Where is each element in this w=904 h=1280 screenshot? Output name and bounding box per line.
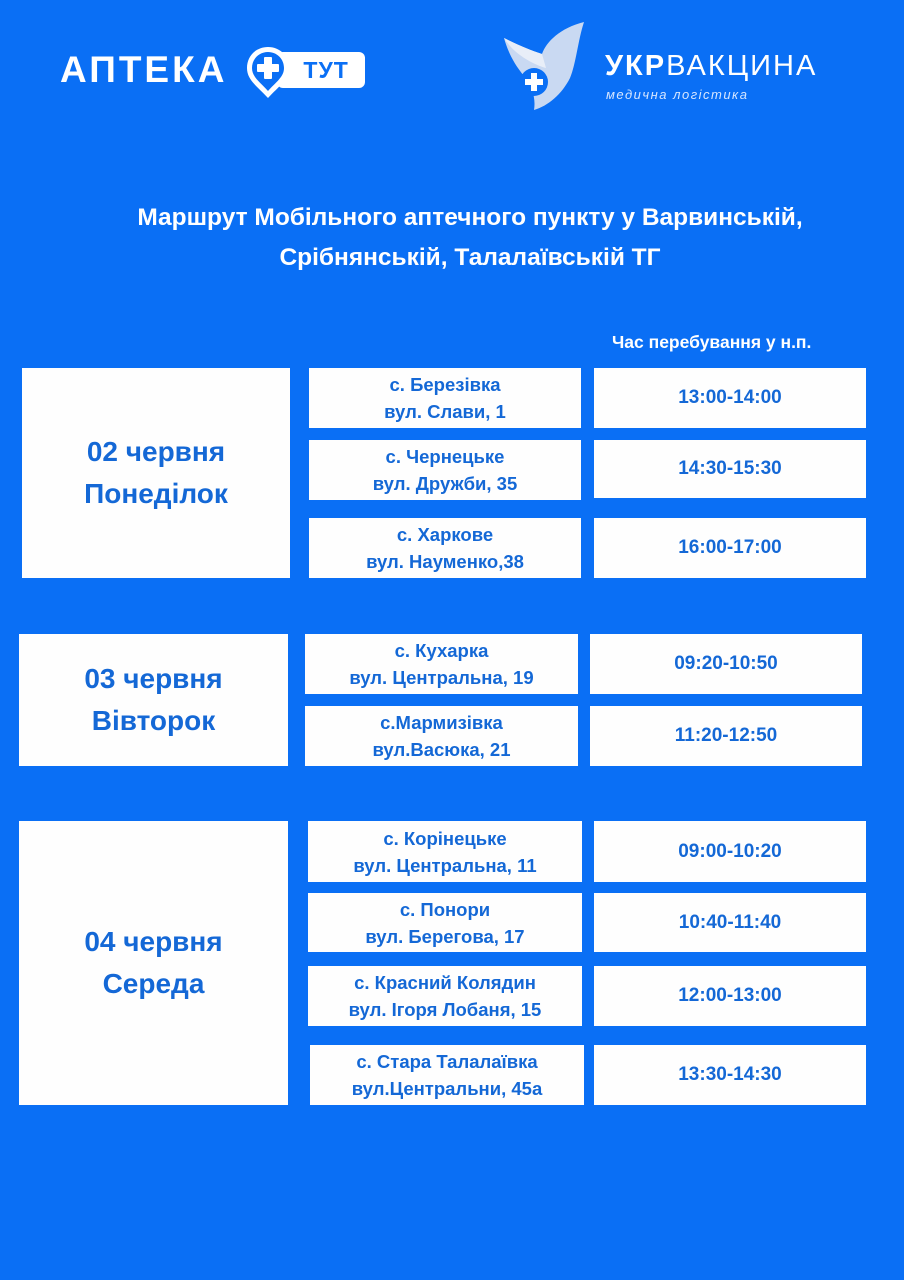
street-address: вул. Ігоря Лобаня, 15 [348, 999, 542, 1020]
village-name: с. Понори [399, 898, 491, 920]
day-card-3 [19, 821, 288, 1105]
location-cell [305, 706, 578, 766]
street-address: вул. Науменко,38 [366, 551, 524, 572]
time-column-header: Час перебування у н.п. [612, 332, 812, 352]
ukrvakcyna-subtitle: медична логістика [606, 87, 749, 102]
time-cell [594, 966, 866, 1026]
time-range: 14:30-15:30 [678, 458, 782, 479]
street-address: вул. Центральна, 19 [349, 667, 534, 688]
day-card-1 [22, 368, 290, 578]
vakcyna-text: ВАКЦИНА [666, 50, 818, 82]
village-name: с. Чернецьке [385, 446, 505, 467]
village-name: с. Красний Колядин [354, 972, 536, 993]
time-range: 16:00-17:00 [678, 537, 782, 558]
cross-pin-icon [245, 47, 291, 93]
dove-cross-icon [500, 20, 590, 112]
time-cell [594, 821, 866, 882]
street-address: вул. Дружби, 35 [372, 473, 518, 494]
day-card-2 [19, 634, 288, 766]
title-line-1: Маршрут Мобільного аптечного пункту у Варвинській, [137, 204, 803, 231]
location-cell [309, 368, 581, 428]
day-weekday: Понеділок [84, 478, 228, 509]
apteka-logo-text: АПТЕКА [60, 49, 228, 90]
time-cell [594, 1045, 866, 1105]
day-weekday: Середа [102, 968, 205, 999]
apteka-tut-logo [60, 48, 365, 92]
time-range: 13:00-14:00 [678, 387, 782, 408]
time-range: 09:00-10:20 [678, 840, 782, 862]
time-cell [594, 368, 866, 428]
street-address: вул. Слави, 1 [384, 401, 506, 422]
village-name: с. Харкове [396, 524, 494, 545]
day-weekday: Вівторок [91, 705, 216, 736]
time-range: 11:20-12:50 [674, 725, 778, 746]
street-address: вул.Васюка, 21 [372, 739, 511, 760]
time-range: 09:20-10:50 [674, 653, 778, 674]
time-range: 13:30-14:30 [678, 1064, 782, 1085]
title-line-2: Срібнянській, Талалаївській ТГ [279, 244, 661, 271]
time-range: 10:40-11:40 [678, 911, 782, 933]
location-cell [308, 821, 582, 882]
time-range: 12:00-13:00 [678, 985, 782, 1006]
village-name: с. Березівка [389, 374, 501, 395]
location-cell [309, 518, 581, 578]
time-cell [590, 706, 862, 766]
day-date: 04 червня [84, 926, 223, 957]
ukrvakcyna-logo-text [605, 50, 817, 83]
page-title [40, 198, 900, 278]
time-cell [594, 518, 866, 578]
village-name: с. Корінецьке [383, 827, 507, 849]
street-address: вул. Берегова, 17 [365, 925, 525, 947]
time-cell [590, 634, 862, 694]
time-cell [594, 893, 866, 952]
location-cell [308, 893, 582, 952]
tut-badge: ТУТ [277, 52, 364, 88]
time-cell [594, 440, 866, 498]
location-cell [305, 634, 578, 694]
location-cell [308, 966, 582, 1026]
street-address: вул. Центральна, 11 [353, 854, 537, 876]
day-date: 02 червня [86, 436, 226, 467]
ukr-text: УКР [605, 50, 667, 82]
day-date: 03 червня [84, 663, 223, 694]
street-address: вул.Центральни, 45а [351, 1078, 543, 1099]
location-cell [309, 440, 581, 500]
village-name: с. Стара Талалаївка [356, 1051, 538, 1072]
village-name: с. Кухарка [394, 640, 489, 661]
location-cell [310, 1045, 584, 1105]
village-name: с.Мармизівка [380, 712, 503, 733]
